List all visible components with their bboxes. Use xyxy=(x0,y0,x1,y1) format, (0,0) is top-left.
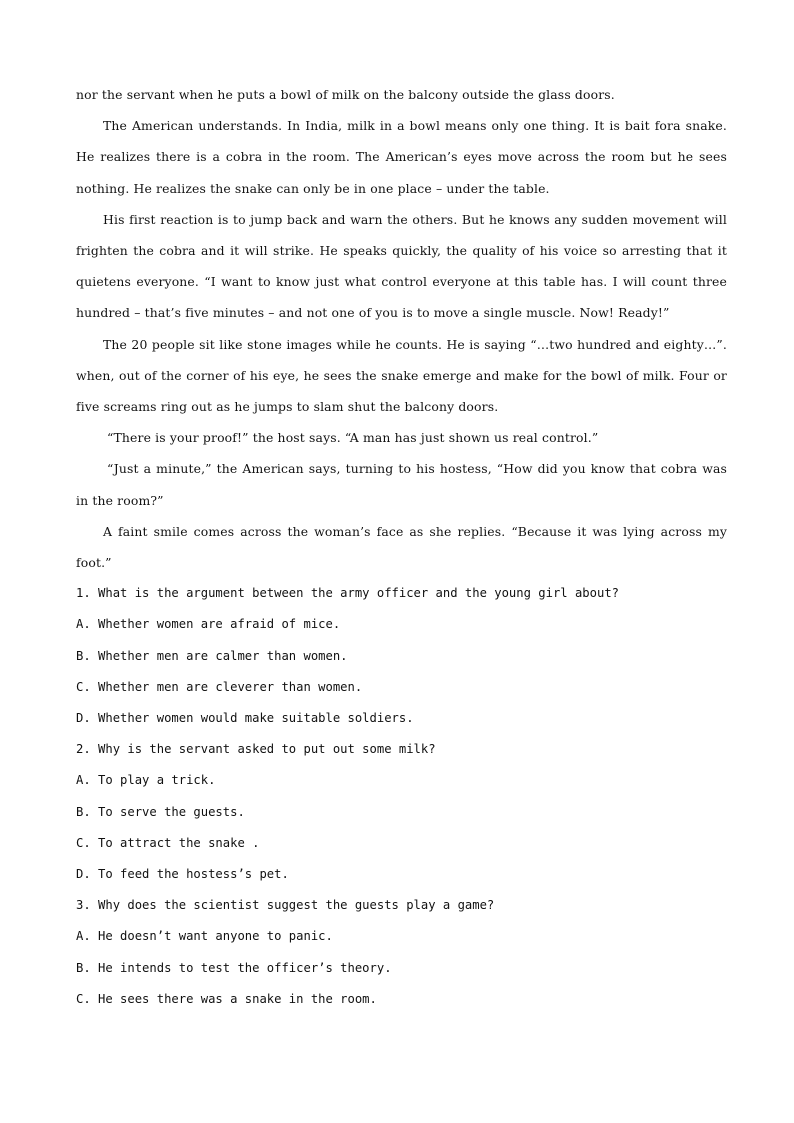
option-letter: A. xyxy=(76,773,91,788)
option-text: To play a trick. xyxy=(98,773,216,788)
story-paragraph: nor the servant when he puts a bowl of milk on the balcony outside the glass doors. xyxy=(76,87,615,102)
story-text xyxy=(76,79,727,578)
story-paragraph: A faint smile comes across the woman’s face as she replies. “Because it was lying across my foot.” xyxy=(76,523,727,571)
option-letter: B. xyxy=(76,960,91,975)
option-letter: C. xyxy=(76,991,91,1006)
option-text: To serve the guests. xyxy=(98,804,245,819)
question-text: What is the argument between the army officer and the young girl about? xyxy=(98,586,619,601)
option-letter: B. xyxy=(76,804,91,819)
question-number: 3. xyxy=(76,898,91,913)
option-letter: B. xyxy=(76,648,91,663)
question-3-option-c xyxy=(76,984,727,1015)
question-2-option-c xyxy=(76,828,727,859)
question-1-option-c xyxy=(76,672,727,703)
question-2-option-b xyxy=(76,797,727,828)
option-text: Whether women would make suitable soldiers. xyxy=(98,711,414,726)
option-letter: D. xyxy=(76,867,91,882)
document-body xyxy=(76,79,727,1015)
question-1-option-b xyxy=(76,641,727,672)
option-text: He intends to test the officer’s theory. xyxy=(98,960,392,975)
option-text: Whether men are calmer than women. xyxy=(98,648,348,663)
question-text: Why is the servant asked to put out some milk? xyxy=(98,742,436,757)
option-text: He sees there was a snake in the room. xyxy=(98,991,377,1006)
option-text: To feed the hostess’s pet. xyxy=(98,867,289,882)
question-number: 2. xyxy=(76,742,91,757)
option-letter: C. xyxy=(76,679,91,694)
question-number: 1. xyxy=(76,586,91,601)
story-paragraph: The American understands. In India, milk in a bowl means only one thing. It is bait fora snake. He realizes there is a cobra in the room. The American’s eyes move across the room but he sees nothing. He realizes the snake can only be in one place – under the table. xyxy=(76,118,727,196)
story-paragraph: His first reaction is to jump back and warn the others. But he knows any sudden movement will frighten the cobra and it will strike. He speaks quickly, the quality of his voice so arresting that it quietens everyone. “I want to know just what control everyone at this table has. I will count three hundred – that’s five minutes – and not one of you is to move a single muscle. Now! Ready!” xyxy=(76,211,727,321)
option-text: Whether women are afraid of mice. xyxy=(98,617,341,632)
question-3-option-a xyxy=(76,921,727,952)
question-list xyxy=(76,578,727,1015)
question-2 xyxy=(76,734,727,765)
option-letter: A. xyxy=(76,929,91,944)
question-3 xyxy=(76,890,727,921)
option-letter: A. xyxy=(76,617,91,632)
story-paragraph: “Just a minute,” the American says, turning to his hostess, “How did you know that cobra was in the room?” xyxy=(76,461,727,508)
option-letter: C. xyxy=(76,835,91,850)
story-paragraph: The 20 people sit like stone images while he counts. He is saying “…two hundred and eighty…”. when, out of the corner of his eye, he sees the snake emerge and make for the bowl of milk. Four or five screams ring out as he jumps to slam shut the balcony doors. xyxy=(76,336,727,415)
question-2-option-a xyxy=(76,765,727,796)
story-paragraph: “There is your proof!” the host says. “A man has just shown us real control.” xyxy=(107,430,599,446)
option-text: Whether men are cleverer than women. xyxy=(98,679,363,694)
question-1 xyxy=(76,578,727,609)
question-3-option-b xyxy=(76,953,727,984)
option-text: To attract the snake . xyxy=(98,835,260,850)
question-1-option-a xyxy=(76,609,727,640)
option-letter: D. xyxy=(76,711,91,726)
option-text: He doesn’t want anyone to panic. xyxy=(98,929,333,944)
question-1-option-d xyxy=(76,703,727,734)
question-text: Why does the scientist suggest the guests play a game? xyxy=(98,898,495,913)
question-2-option-d xyxy=(76,859,727,890)
